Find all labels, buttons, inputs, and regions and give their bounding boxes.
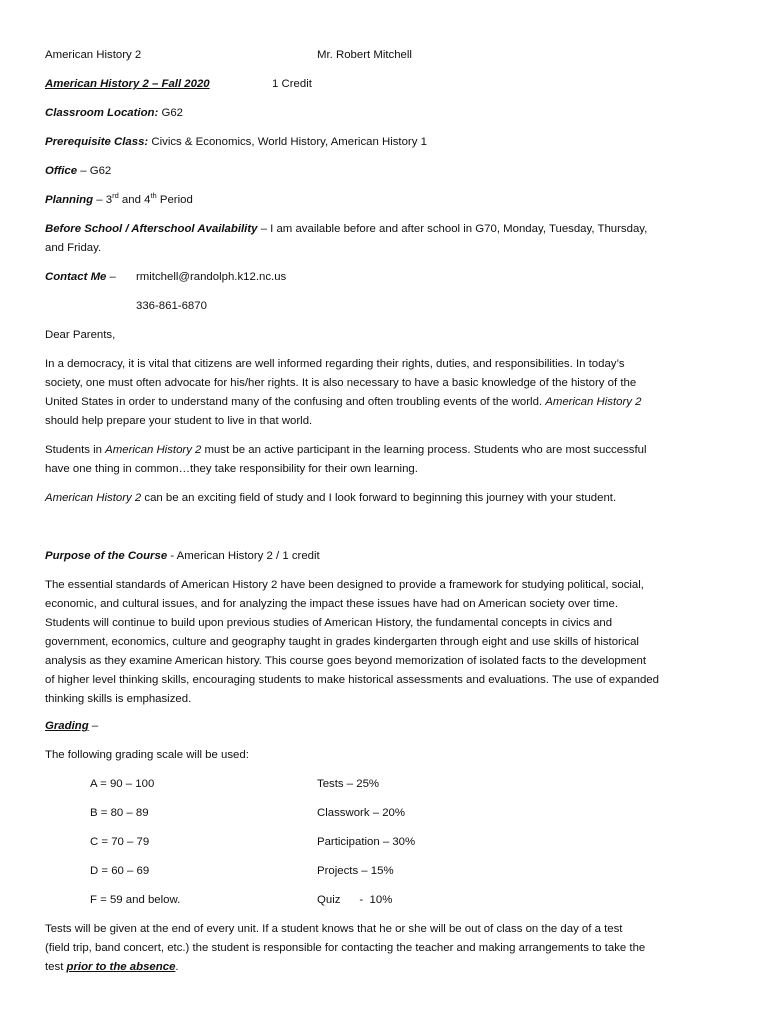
grading-label: Grading	[45, 720, 89, 732]
contact-dash: –	[106, 271, 116, 283]
grade-scale-item: B = 80 – 89	[90, 807, 149, 819]
letter-p2-line1	[45, 441, 647, 460]
availability-label: Before School / Afterschool Availability	[45, 223, 258, 235]
prerequisite-label: Prerequisite Class:	[45, 136, 149, 148]
grade-weight-item: Participation – 30%	[317, 836, 416, 848]
contact-label: Contact Me	[45, 271, 107, 283]
letter-p1-line2: society, one must often advocate for his/her rights. It is also necessary to have a basic knowledge of the history of the	[45, 377, 637, 389]
header-course: American History 2	[45, 49, 142, 61]
purpose-line: The essential standards of American History 2 have been designed to provide a framework for studying political, social,	[45, 579, 644, 591]
purpose-value: - American History 2 / 1 credit	[167, 550, 320, 562]
letter-p1-line3	[45, 393, 641, 412]
letter-p2-course-italic: American History 2	[105, 444, 202, 456]
tests-line3	[45, 958, 179, 977]
course-title	[45, 75, 210, 94]
purpose-label: Purpose of the Course	[45, 550, 168, 562]
tests-line3-pre: test	[45, 961, 67, 973]
letter-p1-course-italic: American History 2	[545, 396, 642, 408]
tests-line3-post: .	[175, 961, 179, 973]
planning-pre: – 3	[93, 194, 113, 206]
letter-p2-pre: Students in	[45, 444, 106, 456]
letter-p1-line3-text: United States in order to understand many of the confusing and often troubling events of the world.	[45, 396, 546, 408]
contact-phone: 336-861-6870	[136, 300, 207, 312]
grade-scale-item: A = 90 – 100	[90, 778, 155, 790]
purpose-line: Students will continue to build upon previous studies of American History, the fundamental concepts in civics and	[45, 617, 613, 629]
prerequisite	[45, 133, 427, 152]
salutation: Dear Parents,	[45, 329, 116, 341]
grade-scale-item: F = 59 and below.	[90, 894, 181, 906]
grading-intro: The following grading scale will be used:	[45, 749, 249, 761]
grade-weight-item: Classwork – 20%	[317, 807, 405, 819]
office-label: Office	[45, 165, 78, 177]
classroom-value: G62	[158, 107, 183, 119]
letter-p1-line1: In a democracy, it is vital that citizens are well informed regarding their rights, duties, and responsibilities. In today’s	[45, 358, 625, 370]
purpose-line: government, economics, culture and geography taught in grades kindergarten through eight and use skills of historical	[45, 636, 639, 648]
purpose-line: analysis as they examine American history. This course goes beyond memorization of isolated facts to the development	[45, 655, 647, 667]
grading-dash: –	[88, 720, 99, 732]
purpose-heading	[45, 547, 320, 566]
purpose-line: economic, and cultural issues, and for analyzing the impact these issues have had on American society over time.	[45, 598, 618, 610]
contact-me	[45, 268, 116, 287]
tests-line2: (field trip, band concert, etc.) the student is responsible for contacting the teacher and making arrangements to take the	[45, 942, 646, 954]
contact-email: rmitchell@randolph.k12.nc.us	[136, 271, 287, 283]
office-value: – G62	[77, 165, 112, 177]
planning-post: Period	[156, 194, 193, 206]
tests-prior-to-absence: prior to the absence	[66, 961, 176, 973]
availability-line1	[45, 220, 647, 239]
letter-p2-post: must be an active participant in the learning process. Students who are most successful	[201, 444, 647, 456]
classroom-location	[45, 104, 183, 123]
letter-p1-line4: should help prepare your student to live in that world.	[45, 415, 313, 427]
planning-mid: and 4	[118, 194, 151, 206]
course-title-text: American History 2 – Fall 2020	[45, 78, 210, 90]
classroom-label: Classroom Location:	[45, 107, 159, 119]
planning-sup1: rd	[112, 191, 119, 201]
prerequisite-value: Civics & Economics, World History, American History 1	[148, 136, 427, 148]
letter-p2-line2: have one thing in common…they take responsibility for their own learning.	[45, 463, 418, 475]
purpose-line: of higher level thinking skills, encouraging students to make historical assessments and evaluations. The use of expanded	[45, 674, 659, 686]
grading-heading	[45, 717, 98, 736]
purpose-line: thinking skills is emphasized.	[45, 693, 192, 705]
availability-text: – I am available before and after school in G70, Monday, Tuesday, Thursday,	[257, 223, 648, 235]
grade-scale-item: C = 70 – 79	[90, 836, 150, 848]
grade-weight-item: Quiz - 10%	[317, 894, 393, 906]
tests-line1: Tests will be given at the end of every unit. If a student knows that he or she will be out of class on the day of a test	[45, 923, 623, 935]
planning-sup2: th	[150, 191, 157, 201]
letter-p3-course-italic: American History 2	[45, 492, 142, 504]
availability-line2: and Friday.	[45, 242, 102, 254]
header-teacher: Mr. Robert Mitchell	[317, 49, 412, 61]
planning-label: Planning	[45, 194, 94, 206]
letter-p3-text: can be an exciting field of study and I look forward to beginning this journey with your student.	[141, 492, 617, 504]
grade-scale-item: D = 60 – 69	[90, 865, 150, 877]
planning	[45, 191, 193, 210]
grade-weight-item: Projects – 15%	[317, 865, 394, 877]
office	[45, 162, 111, 181]
course-credit: 1 Credit	[272, 78, 312, 90]
letter-p3	[45, 489, 616, 508]
grade-weight-item: Tests – 25%	[317, 778, 380, 790]
